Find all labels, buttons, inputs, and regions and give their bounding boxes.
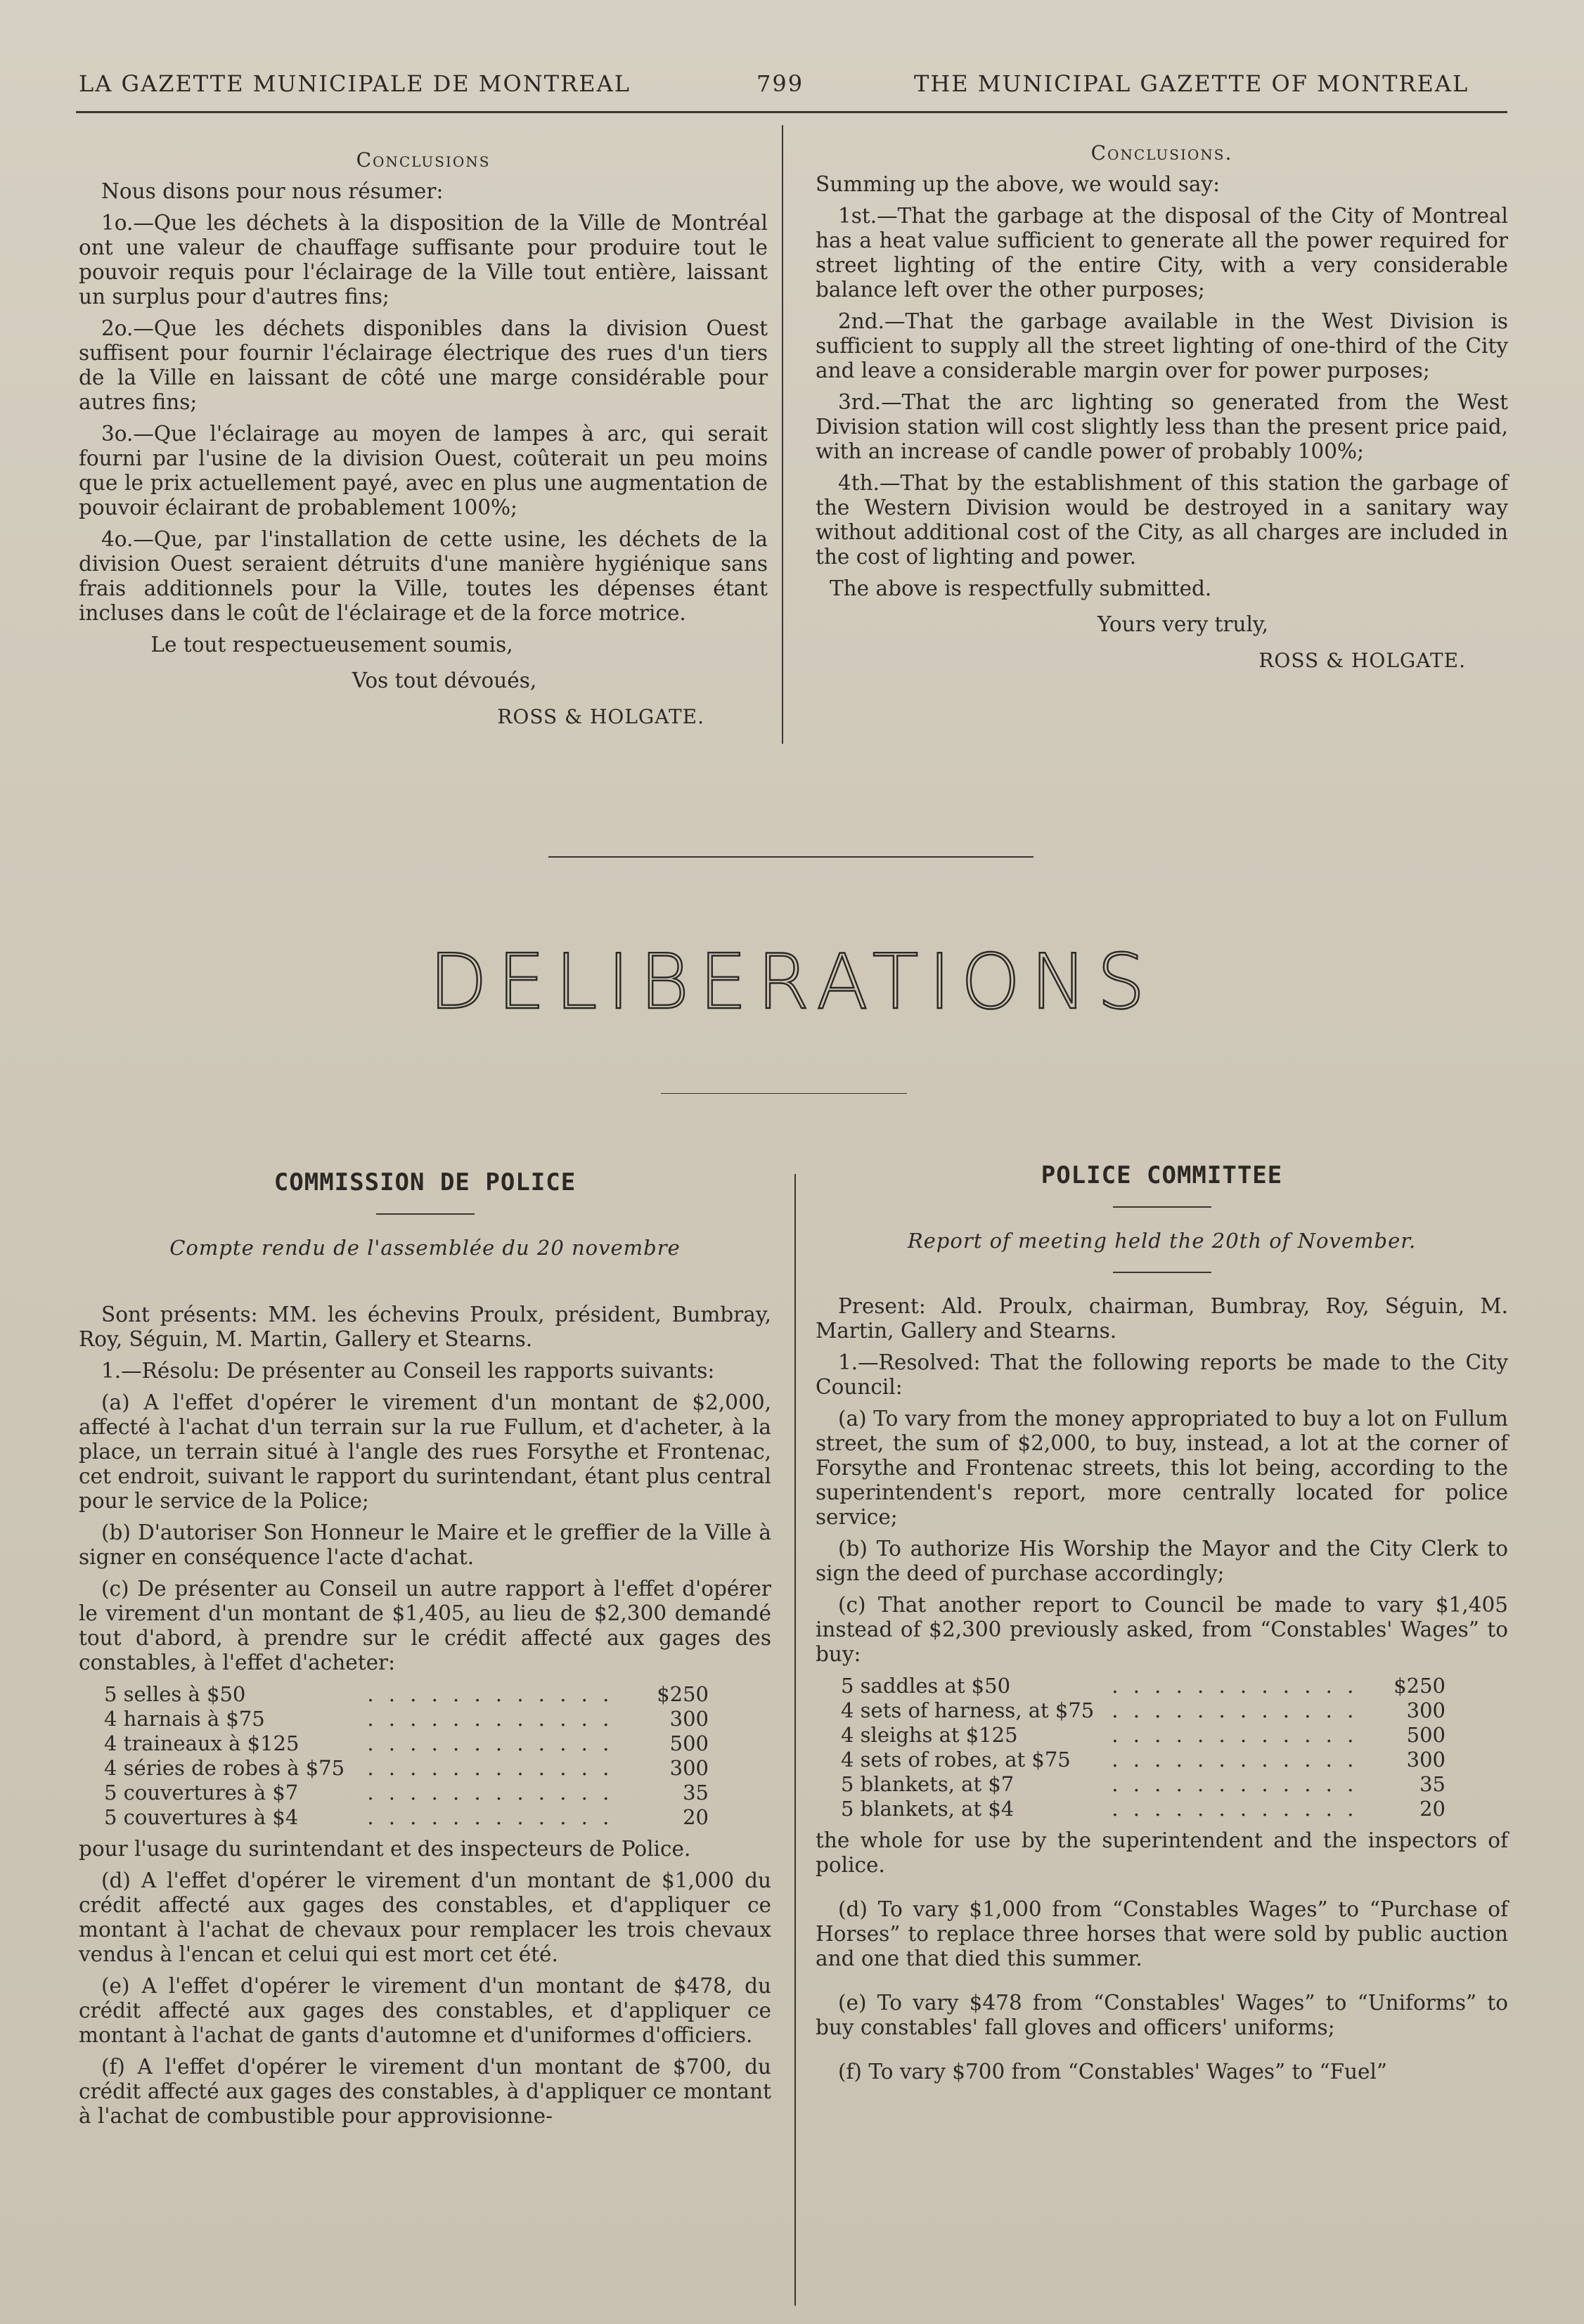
conclusions-fr-intro: Nous disons pour nous résumer:	[101, 179, 444, 203]
table-row	[104, 1731, 709, 1756]
dot-leader: . . . . . . . . . . . .	[1112, 1748, 1358, 1771]
police-fr-item-b: (b) D'autoriser Son Honneur le Maire et le greffier de la Ville à signer en conséquence l'acte d'achat.	[79, 1521, 771, 1569]
police-en-purchase-label: 4 sets of robes, at $75	[841, 1748, 1071, 1771]
police-en-purchase-amount: 300	[1406, 1748, 1445, 1771]
table-row	[841, 1698, 1445, 1723]
police-fr-purchase-label: 5 couvertures à $4	[104, 1805, 299, 1829]
police-en-resolved: 1.—Resolved: That the following reports be made to the City Council:	[816, 1350, 1508, 1399]
top-column-divider	[782, 125, 783, 744]
police-en-item-e: (e) To vary $478 from “Constables' Wages” to “Uniforms” to buy constables' fall gloves and officers' uniforms;	[816, 1991, 1508, 2039]
police-fr-purchase-amount: 300	[669, 1707, 709, 1731]
table-row	[104, 1756, 709, 1781]
conclusions-en-paragraph-1: 1st.—That the garbage at the disposal of the City of Montreal has a heat value sufficient to generate all the power required for street lighting of the entire City, with a very considerable balance left over the other purposes;	[816, 204, 1508, 302]
table-row	[104, 1781, 709, 1805]
police-fr-column	[79, 1170, 771, 2136]
police-fr-item-f: (f) A l'effet d'opérer le virement d'un montant de $700, du crédit affecté aux gages des constables, à d'appliquer ce montant à l'achat de combustible pour approvisionne-	[79, 2055, 771, 2128]
dot-leader: . . . . . . . . . . . .	[367, 1682, 614, 1706]
police-fr-item-a: (a) A l'effet d'opérer le virement d'un montant de $2,000, affecté à l'achat d'un terrain sur la rue Fullum, et d'acheter, à la place, un terrain situé à l'angle des rues Forsythe et Frontenac, cet endroit, suivant le rapport du surintendant, étant plus central pour le service de la Police;	[79, 1390, 771, 1513]
police-en-purchase-label: 5 saddles at $50	[841, 1674, 1011, 1698]
police-fr-purchase-label: 4 traineaux à $125	[104, 1731, 300, 1755]
conclusions-en-signature: ROSS & HOLGATE.	[1258, 649, 1466, 672]
conclusions-fr-paragraph-2: 2o.—Que les déchets disponibles dans la division Ouest suffisent pour fournir l'éclairage électrique des rues d'un tiers de la Ville en laissant de côté une marge considérable pour autres fins;	[79, 316, 768, 414]
dot-leader: . . . . . . . . . . . .	[1112, 1772, 1358, 1796]
police-en-purchase-table	[841, 1674, 1445, 1821]
conclusions-fr-closing: Le tout respectueusement soumis,	[150, 633, 513, 657]
conclusions-en-closing: The above is respectfully submitted.	[830, 576, 1212, 600]
banner-bottom-rule	[661, 1093, 907, 1094]
police-fr-subtitle: Compte rendu de l'assemblée du 20 novembre	[169, 1236, 681, 1260]
police-fr-present: Sont présents: MM. les échevins Proulx, président, Bumbray, Roy, Séguin, M. Martin, Gallery et Stearns.	[79, 1303, 771, 1351]
police-fr-title: COMMISSION DE POLICE	[273, 1168, 577, 1196]
police-fr-purchase-table	[104, 1682, 709, 1830]
table-row	[841, 1748, 1445, 1772]
police-en-purchase-amount: 20	[1419, 1797, 1445, 1821]
dot-leader: . . . . . . . . . . . .	[1112, 1797, 1358, 1821]
police-fr-purchase-amount: 500	[669, 1731, 709, 1755]
table-row	[104, 1682, 709, 1707]
conclusions-en-paragraph-2: 2nd.—That the garbage available in the West Division is sufficient to supply all the street lighting of one-third of the City and leave a considerable margin over for power purposes;	[816, 309, 1508, 382]
conclusions-fr-salutation: Vos tout dévoués,	[352, 669, 537, 692]
police-fr-purchase-amount: 20	[683, 1805, 709, 1829]
conclusions-en-column	[816, 141, 1508, 680]
dot-leader: . . . . . . . . . . . .	[1112, 1674, 1358, 1698]
dot-leader: . . . . . . . . . . . .	[367, 1805, 614, 1829]
police-en-purchase-label: 5 blankets, at $7	[841, 1772, 1015, 1796]
police-fr-purchase-label: 4 séries de robes à $75	[104, 1756, 345, 1780]
deliberations-banner: DELIBERATIONS	[429, 938, 1155, 1026]
police-fr-after-items: pour l'usage du surintendant et des inspecteurs de Police.	[79, 1837, 691, 1861]
police-en-item-c: (c) That another report to Council be made to vary $1,405 instead of $2,300 previously asked, from “Constables' Wages” to buy:	[816, 1593, 1508, 1666]
page-number: 799	[756, 70, 804, 97]
police-en-purchase-amount: 300	[1406, 1698, 1445, 1722]
police-fr-item-d: (d) A l'effet d'opérer le virement d'un montant de $1,000 du crédit affecté aux gages des constables, et d'appliquer ce montant à l'achat de chevaux pour remplacer les trois chevaux vendus à l'encan et celui qui est mort cet été.	[79, 1868, 771, 1966]
dot-leader: . . . . . . . . . . . .	[367, 1781, 614, 1805]
police-en-title-rule	[1113, 1206, 1211, 1208]
police-en-item-a: (a) To vary from the money appropriated to buy a lot on Fullum street, the sum of $2,000, to buy, instead, a lot at the corner of Forsythe and Frontenac streets, this lot being, according to the superintendent's report, more centrally located for police service;	[816, 1407, 1508, 1529]
police-en-purchase-label: 4 sets of harness, at $75	[841, 1698, 1095, 1722]
police-en-subtitle: Report of meeting held the 20th of November.	[907, 1229, 1417, 1253]
police-fr-item-c: (c) De présenter au Conseil un autre rapport à l'effet d'opérer le virement d'un montant de $1,405, au lieu de $2,300 demandé tout d'abord, à prendre sur le crédit affecté aux gages des constables, à l'effet d'acheter:	[79, 1577, 771, 1674]
conclusions-en-paragraph-3: 3rd.—That the arc lighting so generated from the West Division station will cost slightly less than the present price paid, with an increase of candle power of probably 100%;	[816, 390, 1508, 463]
table-row	[841, 1723, 1445, 1748]
conclusions-fr-column	[79, 148, 768, 736]
conclusions-en-salutation: Yours very truly,	[1097, 612, 1269, 636]
police-fr-title-rule	[376, 1213, 475, 1215]
police-fr-purchase-label: 5 selles à $50	[104, 1682, 246, 1706]
conclusions-fr-paragraph-4: 4o.—Que, par l'installation de cette usine, les déchets de la division Ouest seraient détruits d'une manière hygiénique sans frais additionnels pour la Ville, toutes les dépenses étant incluses dans le coût de l'éclairage et de la force motrice.	[79, 527, 768, 625]
dot-leader: . . . . . . . . . . . .	[1112, 1723, 1358, 1747]
police-en-after-items: the whole for use by the superintendent and the inspectors of police.	[816, 1828, 1508, 1877]
dot-leader: . . . . . . . . . . . .	[367, 1756, 614, 1780]
police-en-subtitle-rule	[1113, 1272, 1211, 1273]
conclusions-fr-signature: ROSS & HOLGATE.	[497, 705, 704, 728]
conclusions-en-heading: Conclusions.	[1090, 141, 1233, 164]
police-en-purchase-label: 4 sleighs at $125	[841, 1723, 1018, 1747]
bottom-column-divider	[794, 1174, 796, 2306]
conclusions-fr-heading: Conclusions	[356, 148, 491, 172]
police-en-column	[816, 1163, 1508, 2091]
header-rule	[76, 111, 1507, 113]
police-en-purchase-amount: 500	[1406, 1723, 1445, 1747]
table-row	[841, 1797, 1445, 1821]
dot-leader: . . . . . . . . . . . .	[367, 1731, 614, 1755]
header-right-title: THE MUNICIPAL GAZETTE OF MONTREAL	[914, 70, 1469, 97]
police-fr-purchase-amount: 300	[669, 1756, 709, 1780]
police-en-item-d: (d) To vary $1,000 from “Constables Wages” to “Purchase of Horses” to replace three horses that were sold by public auction and one that died this summer.	[816, 1897, 1508, 1970]
police-fr-purchase-amount: 35	[683, 1781, 709, 1805]
police-en-present: Present: Ald. Proulx, chairman, Bumbray, Roy, Séguin, M. Martin, Gallery and Stearns.	[816, 1294, 1508, 1343]
table-row	[841, 1772, 1445, 1797]
table-row	[104, 1707, 709, 1731]
table-row	[104, 1805, 709, 1830]
conclusions-en-intro: Summing up the above, we would say:	[816, 172, 1221, 196]
police-en-purchase-amount: $250	[1393, 1674, 1445, 1698]
table-row	[841, 1674, 1445, 1698]
police-fr-item-e: (e) A l'effet d'opérer le virement d'un montant de $478, du crédit affecté aux gages des constables, et d'appliquer ce montant à l'achat de gants d'automne et d'uniformes d'officiers.	[79, 1974, 771, 2047]
conclusions-en-paragraph-4: 4th.—That by the establishment of this station the garbage of the Western Division would be destroyed in a sanitary way without additional cost of the City, as all charges are included in the cost of lighting and power.	[816, 471, 1508, 569]
police-en-title: POLICE COMMITTEE	[1041, 1161, 1283, 1189]
police-en-purchase-amount: 35	[1419, 1772, 1445, 1796]
conclusions-fr-paragraph-3: 3o.—Que l'éclairage au moyen de lampes à arc, qui serait fourni par l'usine de la division Ouest, coûterait un peu moins que le prix actuellement payé, avec en plus une augmentation de pouvoir éclairant de probablement 100%;	[79, 422, 768, 519]
dot-leader: . . . . . . . . . . . .	[1112, 1698, 1358, 1722]
police-en-purchase-label: 5 blankets, at $4	[841, 1797, 1015, 1821]
police-en-item-f: (f) To vary $700 from “Constables' Wages” to “Fuel”	[838, 2060, 1388, 2084]
banner-top-rule	[548, 856, 1034, 858]
police-fr-purchase-label: 4 harnais à $75	[104, 1707, 265, 1731]
police-en-item-b: (b) To authorize His Worship the Mayor and the City Clerk to sign the deed of purchase accordingly;	[816, 1537, 1508, 1585]
police-fr-resolved: 1.—Résolu: De présenter au Conseil les rapports suivants:	[101, 1359, 715, 1383]
header-left-title: LA GAZETTE MUNICIPALE DE MONTREAL	[79, 70, 631, 97]
conclusions-fr-paragraph-1: 1o.—Que les déchets à la disposition de la Ville de Montréal ont une valeur de chauffage suffisante pour produire tout le pouvoir requis pour l'éclairage de la Ville tout entière, laissant un surplus pour d'autres fins;	[79, 211, 768, 309]
dot-leader: . . . . . . . . . . . .	[367, 1707, 614, 1731]
police-fr-purchase-amount: $250	[657, 1682, 709, 1706]
police-fr-purchase-label: 5 couvertures à $7	[104, 1781, 299, 1805]
